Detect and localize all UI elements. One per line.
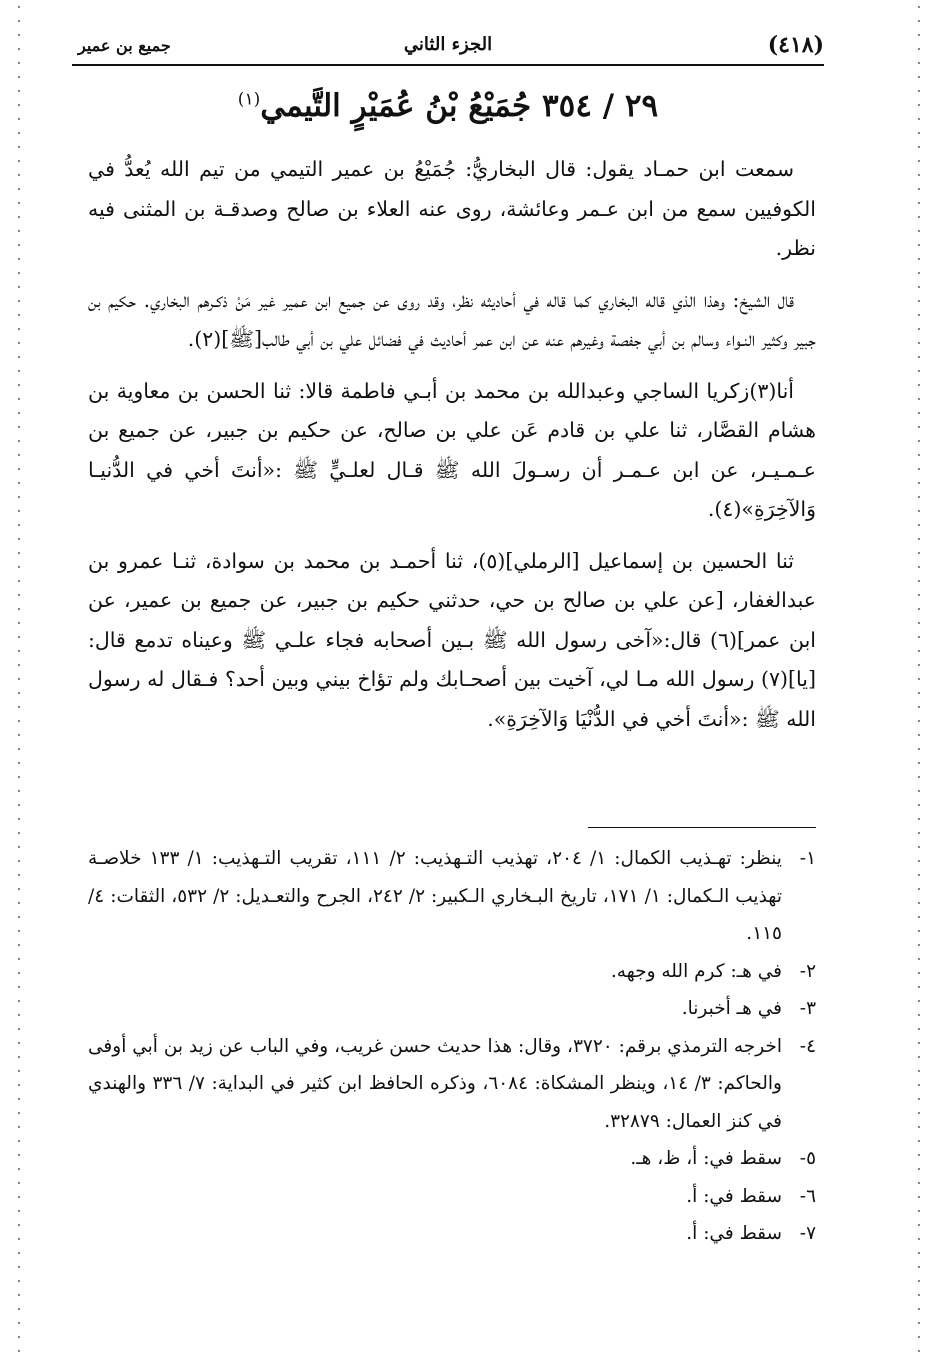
footnotes xyxy=(88,840,816,1253)
footnote-item xyxy=(88,1215,816,1253)
paragraph: ثنا الحسين بن إسماعيل [الرملي](٥)، ثنا أحمـد بن محمد بن سوادة، ثنـا عمرو بن عبدالغفار، [عن علي بن صالح بن حي، حدثني حكيم بن جبير، عن جميع بن عمير، عن ابن عمر](٦) قال:«آخى رسول الله ﷺ بـين أصحابه فجاء علـي ﷺ وعيناه تدمع قال: [يا](٧) رسول الله مـا لي، آخيت بين أصحـابك ولم تؤاخ بيني وبين أحد؟ فـقال له رسول الله ﷺ :«أنتَ أخي في الدُّنْيَا وَالآخِرَةِ». xyxy=(88,548,816,731)
paragraph: سمعت ابن حمـاد يقول: قال البخاريُّ: جُمَيْعُ بن عمير التيمي من تيم الله يُعدُّ في الكوفيين سمع من ابن عـمر وعائشة، روى عنه العلاء بن صالح وصدقـة بن المثنى فيه نظر. xyxy=(88,157,816,260)
header-rule xyxy=(72,64,824,66)
footnote-text: ينظر: تهـذيب الكمال: ١/ ٢٠٤، تهذيب التـهذيب: ٢/ ١١١، تقريب التـهذيب: ١/ ١٣٣ خلاصـة تهذيب الـكمال: ١/ ١٧١، تاريخ البـخاري الـكبير: ٢/ ٢٤٢، الجرح والتعـديل: ٢/ ٥٣٢، الثقات: ٤/ ١١٥. xyxy=(88,848,782,944)
footnote-number: ٤- xyxy=(799,1035,816,1057)
title-footnote-ref: (١) xyxy=(237,89,261,110)
footnote-text: سقط في: أ. xyxy=(686,1185,782,1207)
footnote-number: ٢- xyxy=(799,960,816,982)
right-margin-dots xyxy=(917,0,921,1358)
footnote-item xyxy=(88,1178,816,1216)
paragraph: أنا(٣)زكريا الساجي وعبدالله بن محمد بن أبـي فاطمة قالا: ثنا الحسن بن معاوية بن هشام القصَّار، ثنا علي بن قادم عَن علي بن صالح، عن حكيم بن جبير، عن جميع بن عـمـيـر، عن ابن عـمـر أن رسـولَ الله ﷺ قـال لعلـيٍّ ﷺ :«أنتَ أخي في الدُّنيـا وَالآخِرَةِ»(٤). xyxy=(88,378,816,521)
footnote-number: ٦- xyxy=(799,1185,816,1207)
page-header xyxy=(72,30,824,66)
footnote-separator xyxy=(588,827,816,828)
running-title: جميع بن عمير xyxy=(78,36,171,55)
page-number: (٤١٨) xyxy=(767,32,824,58)
footnote-number: ١- xyxy=(799,848,816,869)
footnote-text: سقط في: أ، ظ، هـ. xyxy=(630,1148,782,1169)
main-text xyxy=(88,150,816,751)
part-label: الجزء الثاني xyxy=(403,34,493,55)
paragraph: قال الشيخ: وهذا الذي قاله البخاري كما قاله في أحاديثه نظر، وقد روى عن جميع ابن عمير غير مَنْ ذكـرهم البخاري. حكيم بن جبير وكثير النـواء وسالم بن أبي جفصة وغيرهم عنه عن ابن عمر أحاديث في فضائل علي بن أبي طالب[ﷺ](٢). xyxy=(88,287,816,351)
footnote-text: اخرجه الترمذي برقم: ٣٧٢٠، وقال: هذا حديث حسن غريب، وفي الباب عن زيد بن أبي أوفى والحاكم: ٣/ ١٤، وينظر المشكاة: ٦٠٨٤، وذكره الحافظ ابن كثير في البداية: ٧/ ٣٣٦ والهندي في كنز العمال: ٣٢٨٧٩. xyxy=(88,1035,782,1132)
footnote-text: سقط في: أ. xyxy=(686,1223,782,1244)
footnote-text: في هـ: كرم الله وجهه. xyxy=(610,960,782,982)
footnote-item xyxy=(88,1028,816,1141)
entry-title-text: ٢٩ / ٣٥٤ جُمَيْعُ بْنُ عُمَيْرٍ التَّيمي xyxy=(260,88,659,124)
footnote-text: في هـ أخبرنا. xyxy=(681,998,782,1019)
footnote-number: ٣- xyxy=(799,998,816,1019)
left-margin-dots xyxy=(17,0,21,1358)
footnote-item xyxy=(88,840,816,953)
entry-title xyxy=(72,88,824,124)
footnote-item xyxy=(88,953,816,991)
footnote-item xyxy=(88,990,816,1028)
footnote-number: ٧- xyxy=(799,1223,816,1244)
footnote-item xyxy=(88,1140,816,1178)
footnote-number: ٥- xyxy=(799,1148,816,1169)
